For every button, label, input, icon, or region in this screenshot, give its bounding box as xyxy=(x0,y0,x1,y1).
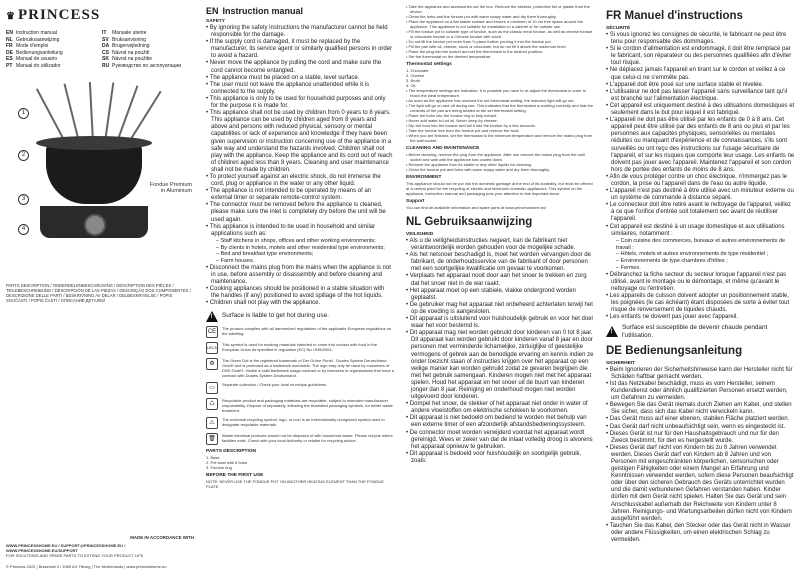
language-item xyxy=(6,63,98,70)
symbol-text: The universal recycling symbol, logo, or icon is an internationally recognized symbol used to designate recyclable materials. xyxy=(222,416,385,427)
fr-safety-item: • L'appareil doit être posé sur une surface stable et nivelée. xyxy=(606,82,796,89)
en-safety-item: • Children shall not play with the appliance. xyxy=(206,300,394,307)
callout-4: 4 xyxy=(18,224,29,235)
crown-icon: ♛ xyxy=(6,11,16,22)
en-usage-step: • Set the thermostat on the desired temperature. xyxy=(406,54,492,59)
language-item xyxy=(102,56,194,63)
symbol-text: The Green Dot is the registered trademark of Der Grüne Punkt - Duales System Deutschland GmbH and is protected as a trademark worldwide. The logo may only be used by customers of DSD GmbH. Visible a valid trademark usage contract or by licensees in organisations that have a contract with Duales System Deutschland. xyxy=(222,357,395,378)
language-code: SK xyxy=(102,56,109,63)
symbol-row xyxy=(206,433,394,445)
language-label: Gebruiksaanwijzing xyxy=(16,36,60,43)
brand-name: PRINCESS xyxy=(17,7,101,23)
symbol-row xyxy=(206,358,394,378)
nl-safety-item: • Dit apparaat mag niet worden gebruikt door kinderen van 0 tot 8 jaar. Dit apparaat kan worden gebruikt door kinderen vanaf 8 jaar en door personen met verminderde lichamelijke, zintuiglijke of geestelijke vermogens of gebrek aan de benodigde ervaring en kennis indien ze onder toezicht staan of instructies krijgen over het apparaat op een veilige manier kan worden gebruikt zodat ze gevaren begrijpen die met het gebruik samengaan. Kinderen mogen niet met het apparaat spelen. Houd het apparaat en het snoer uit de buurt van kinderen jonger dan 8 jaar. Reiniging en onderhoud mogen niet worden uitgevoerd door kinderen. xyxy=(406,330,594,401)
de-safety-item: • Bewegen Sie das Gerät niemals durch Ziehen am Kabel, und stellen Sie sicher, dass sich das Kabel nicht verwickeln kann. xyxy=(606,402,796,416)
nl-safety-heading: VEILIGHEID xyxy=(406,232,434,237)
symbol-row xyxy=(206,326,394,338)
en-before-heading: BEFORE THE FIRST USE xyxy=(206,472,264,478)
en-usage-step: • Fill the fondue pot to suitable type of fondue, such as the classic meat fondue, as well as cheese fondue or chocolate fondue or a Chinese fondue with stock. xyxy=(406,29,593,39)
en-thermo-item: 2. Cheese xyxy=(406,73,425,78)
fr-usage-item: – Fermes. xyxy=(616,265,796,272)
product-caption-line-1: Fondue Premium xyxy=(149,181,192,188)
language-code: NL xyxy=(6,36,13,43)
fondue-fork xyxy=(64,83,80,142)
thermostat-knob xyxy=(84,214,106,236)
en-symbol-list xyxy=(206,326,394,445)
en-usage-step: • Place the appliance on a flat stable surface and ensure a minimum of 10 cm free space around the appliance. This appliance is not suitable for installation in a cabinet or for outside use. xyxy=(406,19,584,29)
fr-safety-item: • Si vous ignorez les consignes de sécurité, le fabricant ne peut être tenu pour responsable des dommages. xyxy=(606,32,796,46)
de-safety-list xyxy=(606,367,796,544)
language-label: Mode d'emploi xyxy=(16,43,49,50)
fr-safety-item: • L'utilisateur ne doit pas laisser l'appareil sans surveillance tant qu'il est branché sur l'alimentation électrique. xyxy=(606,89,796,103)
en-support-heading: Support xyxy=(406,199,425,204)
nl-code: NL xyxy=(406,216,422,228)
fr-safety-list xyxy=(606,32,796,238)
en-nl-column xyxy=(400,0,600,575)
en-usage-step: • Dip the food into the fondue and fall it into the fondue fry a few seconds. xyxy=(406,123,536,128)
de-safety-item: • Ist das Netzkabel beschädigt, muss es vom Hersteller, seinem Kundendienst oder ähnlich qualifizierten Personen ersetzt werden, um Gefahren zu vermeiden. xyxy=(606,381,796,402)
callout-3: 3 xyxy=(18,194,29,205)
symbol-icon: ♻ xyxy=(206,358,218,370)
spare-parts-line: FOR SOLUTIONS AND SPARE PARTS TO EXTEND YOUR PRODUCT LIFE xyxy=(6,553,144,558)
nl-safety-item: • Als het netsnoer beschadigd is, moet het worden vervangen door de fabrikant, de onderhoudsservice van de fabrikant of door personen met een soortgelijke kwalificatie om gevaar te voorkomen. xyxy=(406,252,594,273)
fr-safety-item: • Débranchez la fiche secteur du secteur lorsque l'appareil n'est pas utilisé, avant le montage ou le démontage, et même qu'avant le nettoyage ou l'entretien. xyxy=(606,272,796,293)
cover-footer xyxy=(6,535,194,569)
en-safety-item: • The appliance must be placed on a stable, level surface. xyxy=(206,75,394,82)
en-parts-list xyxy=(206,455,394,470)
language-code: DA xyxy=(102,43,110,50)
en-safety-item: • By ignoring the safety instructions the manufacturer cannot be held responsible for the damage. xyxy=(206,25,394,39)
website-line: WWW.PRINCESSHOME.EU / SUPPORT@PRINCESSHOME.EU / WWW.PRINCESSHOME.EU/SUPPORT xyxy=(6,543,126,553)
brand-logo xyxy=(6,7,194,24)
symbol-row xyxy=(206,382,394,394)
language-label: Bruksanvisning xyxy=(112,36,146,43)
fondue-pot xyxy=(46,144,142,204)
fr-hot-warning xyxy=(606,324,796,338)
symbol-text: Recyclable product and packaging materials are recyclable, subject to extended manufacturer responsibility. Dispose of separately, following the illustrated packaging symbols, for better waste treatment. xyxy=(222,397,393,413)
fr-safety-item: • Le connecteur doit être retiré avant le nettoyage de l'appareil, veillez à ce que l'orifice d'entrée soit totalement sec avant de réutiliser l'appareil. xyxy=(606,202,796,223)
en-hot-warning-text: Surface is liable to get hot during use. xyxy=(222,312,329,320)
language-code: RU xyxy=(102,62,110,69)
en-part-item: 2. Pot bowl with 6 forks xyxy=(206,459,248,465)
en-usage-step: • Never add water to hot oil. Never deep-fry cheese. xyxy=(406,118,498,123)
language-code: PT xyxy=(6,62,13,69)
language-code: CS xyxy=(102,49,109,56)
de-safety-item: • Beim Ignorieren der Sicherheitshinweise kann der Hersteller nicht für Schäden haftbar gemacht werden. xyxy=(606,367,796,381)
language-item xyxy=(6,43,98,50)
language-label: Návod na použití xyxy=(112,49,150,56)
fr-usage-item: – Coin cuisine des commerces, bureaux et autres environnements de travail ; xyxy=(616,238,796,252)
product-caption-line-2: in Aluminium xyxy=(160,187,192,194)
symbol-text: This symbol is used for marking materials intended to come into contact with food in the European Union as specified in regulation (EC) No 1935/2004. xyxy=(222,341,377,352)
symbol-icon: ♺ xyxy=(206,398,218,410)
en-thermo-item: 1. Chocolate xyxy=(406,68,429,73)
hot-surface-icon: ! xyxy=(206,311,218,322)
en-thermo-heading: Thermostat settings xyxy=(406,62,452,67)
en-safety-list-2 xyxy=(206,265,394,308)
fr-safety-item: • Les appareils de cuisson doivent adopter un positionnement stable, les poignées (le cas échéant) étant disposées de sorte à éviter tout risque de renversement de liquides chauds. xyxy=(606,293,796,314)
nl-safety-item: • Als u de veiligheidsinstructies negeert, kan de fabrikant niet verantwoordelijk worden gehouden voor de mogelijke schade. xyxy=(406,238,594,252)
en-safety-item: • Disconnect the mains plug from the mains when the appliance is not in use, before assembly or disassembly and before cleaning and maintenance. xyxy=(206,265,394,286)
en-usage-steps xyxy=(406,4,594,59)
language-code: SV xyxy=(102,36,109,43)
en-usage-step: • Place the forks into the fondue ring to fully extract. xyxy=(406,113,498,118)
callout-1: 1 xyxy=(18,108,29,119)
de-code: DE xyxy=(606,344,622,357)
hot-surface-icon: ! xyxy=(606,326,618,337)
symbol-icon: CE xyxy=(206,326,218,338)
en-usage-step: • As soon as the appliance has reached the set thermostat setting, the indicator light will go out. xyxy=(406,98,575,103)
en-safety-item: • This appliance shall not be used by children from 0 years to 8 years. This appliance can be used by children aged from 8 years and above and persons with reduced physical, sensory or mental capabilities or lack of experience and knowledge if they have been given supervision or instruction concerning use of the appliance in a safe way and understand the hazards involved. Children shall not play with the appliance. Keep the appliance and its cord out of reach of children aged less than 8 years. Cleaning and user maintenance shall not be made by children. xyxy=(206,110,394,174)
language-label: Manuale utente xyxy=(112,30,147,36)
en-usage-step: • Place the plug into the socket and set the thermostat to the desired position. xyxy=(406,49,544,54)
en-env-heading: ENVIRONMENT xyxy=(406,175,442,180)
de-safety-item: • Dieses Gerät ist nur für den Haushaltsgebrauch und nur für den Zweck bestimmt, für den es hergestellt wurde. xyxy=(606,431,796,445)
en-usage-item: – Farm houses. xyxy=(216,258,394,265)
en-safety-item: • Never move the appliance by pulling the cord and make sure the cord cannot become entangled. xyxy=(206,60,394,74)
fr-code: FR xyxy=(606,10,622,22)
symbol-text: Separate collection / Check your local municipal guidelines. xyxy=(222,381,328,387)
en-clean-list xyxy=(406,152,594,172)
en-clean-item: • Clean the fondue pot and forks with warm soapy water and dry them thoroughly. xyxy=(406,167,551,172)
fondue-fork xyxy=(89,82,94,142)
language-code: ES xyxy=(6,56,13,63)
language-item xyxy=(102,37,194,44)
en-before-note: NOTE: NEVER USE THE FONDUE POT ON ANOTHER HEATING ELEMENT THAN THE FONDUE PLATE. xyxy=(206,478,384,489)
en-usage-step: • The light will go on and off during use. This indicates that the thermostat is working correctly and that the contents of the pan are being heated at the set thermostat setting. xyxy=(406,103,594,113)
language-label: Manual do utilizador xyxy=(16,62,61,69)
en-safety-item: • Cooking appliances should be positioned in a stable situation with the handles (if any) positioned to avoid spillage of the hot liquids. xyxy=(206,286,394,300)
fr-safety-list-2 xyxy=(606,272,796,322)
fr-hot-warning-text: Surface est susceptible de devenir chaude pendant l'utilisation. xyxy=(622,324,768,339)
en-env-text: This appliance should not be put into the domestic garbage at the end of its durability, but must be offered at a central point for the recycling of electric and electronic domestic appliances. This symbol on the appliance, instruction manual and packaging puts your attention to this important issue. xyxy=(406,181,593,196)
nl-safety-item: • Dit apparaat is uitsluitend voor huishoudelijk gebruik en voor het doel waar het voor bestemd is. xyxy=(406,316,594,330)
language-label: Brugervejledning xyxy=(112,43,150,50)
nl-safety-item: • Dit apparaat is niet bedoeld om bediend te worden met behulp van een externe timer of een afzonderlijk afstandsbedieningssysteem. xyxy=(406,415,594,429)
en-usage-item: – Bed and breakfast type environments; xyxy=(216,251,394,258)
symbol-row xyxy=(206,417,394,429)
fr-safety-item: • Cet appareil est destiné à un usage domestique et aux utilisations similaires, notamment : xyxy=(606,224,796,238)
en-part-item: 1. Base xyxy=(206,454,220,460)
fr-usage-list xyxy=(606,238,796,272)
language-item xyxy=(6,30,98,37)
language-label: Instruction manual xyxy=(16,30,57,36)
language-label: Руководство по эксплуатации xyxy=(112,62,181,69)
de-safety-item: • Das Gerät muss auf einer ebenen, stabilen Fläche platziert werden. xyxy=(606,416,796,423)
de-title: Bedienungsanleitung xyxy=(625,344,743,357)
en-part-item: 3. Fondue ring xyxy=(206,464,232,470)
parts-description-multilang: PARTS DESCRIPTION / ONDERDELENBESCHRIJVING / DESCRIPTION DES PIÈCES / TEILEBESCHREIBUNG / DESCRIPCIÓN DE LAS PIEZAS / DESCRIÇÃO DOS COMPONENTES / DESCRIZIONE DELLE PARTI / BESKRIVNING AV DELAR / DELBESKRIVELSE / POPIS SOUČÁSTÍ / POPIS ČASTÍ / ОПИСАНИЕ ДЕТАЛЕЙ xyxy=(6,282,191,304)
cover-column xyxy=(0,0,200,575)
en-safety-item: • If the supply cord is damaged, it must be replaced by the manufacturer, its service agent or similarly qualified persons in order to avoid a hazard. xyxy=(206,39,394,60)
language-code: DE xyxy=(6,49,13,56)
language-item xyxy=(102,63,194,70)
en-usage-step: • The temperature settings are indicative. It is possible you have to re-adjust the thermostat in order to reach the ideal temperature. xyxy=(406,88,587,98)
de-safety-item: • Dieses Gerät darf nicht von Kindern bis zu 8 Jahren verwendet werden. Dieses Gerät darf von Kindern ab 8 Jahren und von Personen mit eingeschränkten körperlichen, sensorischen oder geistigen Fähigkeiten oder einem Mangel an Erfahrung und Kenntnissen verwendet werden, sofern diese Personen beaufsichtigt oder über den sicheren Gebrauch des Geräts unterrichtet wurden und die damit verbundenen Gefahren verstanden haben. Kinder dürfen mit dem Gerät nicht spielen. Halten Sie das Gerät und sein Anschlusskabel außerhalb der Reichweite von Kindern unter 8 Jahren. Reinigungs- und Wartungsarbeiten dürfen nicht von Kindern ausgeführt werden. xyxy=(606,445,796,523)
en-usage-steps-2 xyxy=(406,88,594,143)
en-thermo-item: 3. Broth xyxy=(406,78,421,83)
symbol-text: The product complies with all harmonized regulations of the applicable European regulations on the labelling. xyxy=(222,325,392,336)
symbol-text: Waste electrical products should not be disposed of with household waste. Please recycle where facilities exist. Check with your local Authority or retailer for recycling advice. xyxy=(222,432,393,443)
en-thermo-item: 4. Oil xyxy=(406,83,416,88)
language-list xyxy=(6,30,194,70)
en-usage-step: • Clean the forks and the fondue pot with warm soapy water and dry them thoroughly. xyxy=(406,14,557,19)
fondue-fork xyxy=(104,82,114,142)
en-section-title xyxy=(206,6,394,16)
language-code: IT xyxy=(102,30,107,36)
nl-safety-item: • De gebruiker mag het apparaat niet onbeheerd achterlaten terwijl het op de voeding is aangesloten. xyxy=(406,302,594,316)
fondue-fork xyxy=(36,88,65,142)
fr-safety-item: • Afin de vous protéger contre un choc électrique, n'immergez pas le cordon, la prise ou l'appareil dans de l'eau ou autre liquide. xyxy=(606,174,796,188)
language-item xyxy=(102,43,194,50)
symbol-row xyxy=(206,342,394,354)
symbol-row xyxy=(206,398,394,413)
en-safety-list xyxy=(206,25,394,238)
en-safety-heading: SAFETY xyxy=(206,19,225,24)
symbol-icon: ⚠ xyxy=(206,417,218,429)
language-item xyxy=(6,37,98,44)
en-title: Instruction manual xyxy=(222,6,304,16)
en-usage-step: • When you are finished, set the thermostat to the minimum temperature and remove the mains plug from the wall socket. xyxy=(406,133,593,143)
de-safety-heading: SICHERHEIT xyxy=(606,360,636,366)
fr-usage-item: – Hôtels, motels et autres environnements de type résidentiel ; xyxy=(616,251,796,258)
fr-section-title xyxy=(606,10,796,22)
en-support-text: You can find all available information and spare parts at www.princesshome.eu! xyxy=(406,205,547,210)
language-label: Manual de usuario xyxy=(16,56,58,63)
en-hot-warning xyxy=(206,311,394,322)
en-usage-step: • Take the fondue fork from the fondue pot and remove the food. xyxy=(406,128,520,133)
language-code: EN xyxy=(6,30,13,36)
nl-safety-list xyxy=(406,238,594,465)
en-usage-step: • Do not fill the fondue pot more than ⅔ place further pouring it into the fondue pot. xyxy=(406,39,552,44)
en-safety-item: • The appliance is not intended to be operated by means of an external timer or separate remote-control system. xyxy=(206,188,394,202)
copyright: © Princess 2022 | Buisenrat 3 / 1069 AX Tilburg | The Netherlands | www.princesshome.eu xyxy=(6,564,167,569)
fr-safety-item: • Cet appareil est uniquement destiné à des utilisations domestiques et seulement dans le but pour lequel il est fabriqué. xyxy=(606,103,796,117)
en-usage-step: • Take the appliance and accessories out the box. Remove the stickers, protective foil or plastic from the device. xyxy=(406,4,590,14)
fondue-ring xyxy=(36,136,152,150)
language-code: FR xyxy=(6,43,13,50)
fr-safety-item: • Si le cordon d'alimentation est endommagé, il doit être remplacé par le fabricant, son réparateur ou des personnes qualifiées afin d'éviter tout risque. xyxy=(606,46,796,67)
product-caption xyxy=(150,182,192,194)
en-code: EN xyxy=(206,6,219,16)
nl-safety-item: • Dompel het snoer, de stekker of het apparaat niet onder in water of andere vloeistoffen om elektrische schokken te voorkomen. xyxy=(406,401,594,415)
fr-safety-heading: SÉCURITÉ xyxy=(606,26,631,31)
callout-2: 2 xyxy=(18,150,29,161)
nl-safety-item: • De connector moet worden verwijderd voordat het apparaat wordt gereinigd. Wees er zeker van dat de inlaat volledig droog is alvorens het apparaat opnieuw te gebruiken. xyxy=(406,430,594,451)
en-usage-item: – Staff kitchens in shops, offices and other working environments; xyxy=(216,238,394,245)
language-item xyxy=(6,56,98,63)
nl-safety-item: • Dit apparaat is bedoeld voor huishoudelijk en soortgelijk gebruik, zoals: xyxy=(406,451,594,465)
en-clean-heading: CLEANING AND MAINTENANCE xyxy=(406,146,480,151)
language-item xyxy=(102,30,194,37)
nl-safety-item: • Het apparaat moet op een stabiele, vlakke ondergrond worden geplaatst. xyxy=(406,288,594,302)
language-label: Bedienungsanleitung xyxy=(16,49,63,56)
fr-safety-item: • Les enfants ne doivent pas jouer avec l'appareil. xyxy=(606,314,796,321)
nl-section-title xyxy=(406,216,594,228)
fr-title: Manuel d'instructions xyxy=(624,10,743,22)
en-clean-item: • Remove the appliance from its stable or any other liquids for cleaning. xyxy=(406,162,533,167)
product-illustration xyxy=(6,74,194,279)
de-section-title xyxy=(606,345,796,357)
en-safety-item: • The connector must be removed before the appliance is cleaned, please make sure the inlet is completely dry before the unit will be used again. xyxy=(206,202,394,223)
en-clean-item: • Before cleaning, remove the plug from the appliance. After use remove the mains plug from the wall socket and wait until the appliance has cooled down. xyxy=(406,152,585,162)
fr-usage-item: – Environnements de type chambres d'hôtes ; xyxy=(616,258,796,265)
symbol-icon: 🗑 xyxy=(206,433,218,445)
nl-safety-item: • Verplaats het apparaat nooit door aan het snoer te trekken en zorg dat het snoer niet in de war raakt. xyxy=(406,273,594,287)
made-in-label: MADE IN ACCORDANCE WITH xyxy=(130,535,194,540)
language-label: Návod na použitie xyxy=(112,56,153,63)
de-safety-item: • Tauchen Sie das Kabel, den Stecker oder das Gerät nicht in Wasser oder andere Flüssigkeiten, um einen elektrischen Schlag zu vermeiden. xyxy=(606,523,796,544)
fr-safety-item: • Ne déplacez jamais l'appareil en tirant sur le cordon et veillez à ce que celui-ci ne s'emmêle pas. xyxy=(606,67,796,81)
en-usage-list xyxy=(206,238,394,265)
en-usage-item: – By clients in hotels, motels and other residential type environments; xyxy=(216,245,394,252)
de-safety-item: • Das Gerät darf nicht unbeaufsichtigt sein, wenn es eingesteckt ist. xyxy=(606,424,796,431)
nl-title: Gebruiksaanwijzing xyxy=(424,216,533,228)
en-parts-heading: PARTS DESCRIPTION xyxy=(206,448,257,454)
en-usage-step: • Fill the pan with oil, cheese, stock or chocolate, but do not fill it above the maximum level. xyxy=(406,44,567,49)
symbol-icon: UKCA xyxy=(206,342,218,354)
en-safety-item: • This appliance is intended to be used in household and similar applications such as: xyxy=(206,224,394,238)
language-item xyxy=(6,50,98,57)
en-safety-item: • The user must not leave the appliance unattended while it is connected to the supply. xyxy=(206,82,394,96)
en-column xyxy=(200,0,400,575)
en-safety-item: • This appliance is only to be used for household purposes and only for the purpose it is made for. xyxy=(206,96,394,110)
language-item xyxy=(102,50,194,57)
symbol-icon: ▭ xyxy=(206,382,218,394)
fr-safety-item: • L'appareil ne doit pas être utilisé par les enfants de 0 à 8 ans. Cet appareil peut être utilisé par des enfants de 8 ans ou plus et par les personnes aux capacités physiques, sensorielles ou mentales réduites ou manquant d'expérience et de connaissances, s'ils sont surveillés ou ont reçu des instructions sur l'usage sécuritaire de l'appareil, et sur les risques que comporte leur usage. Les enfants ne doivent pas jouer avec l'appareil. Maintenez l'appareil et son cordon hors de portée des enfants de moins de 8 ans. xyxy=(606,117,796,174)
fr-de-column xyxy=(600,0,802,575)
en-thermo-list xyxy=(406,68,594,88)
en-safety-item: • To protect yourself against an electric shock, do not immerse the cord, plug or appliance in the water or any other liquid. xyxy=(206,174,394,188)
fr-safety-item: • L'appareil n'est pas destiné à être utilisé avec un minuteur externe ou un système de commande à distance séparé. xyxy=(606,188,796,202)
